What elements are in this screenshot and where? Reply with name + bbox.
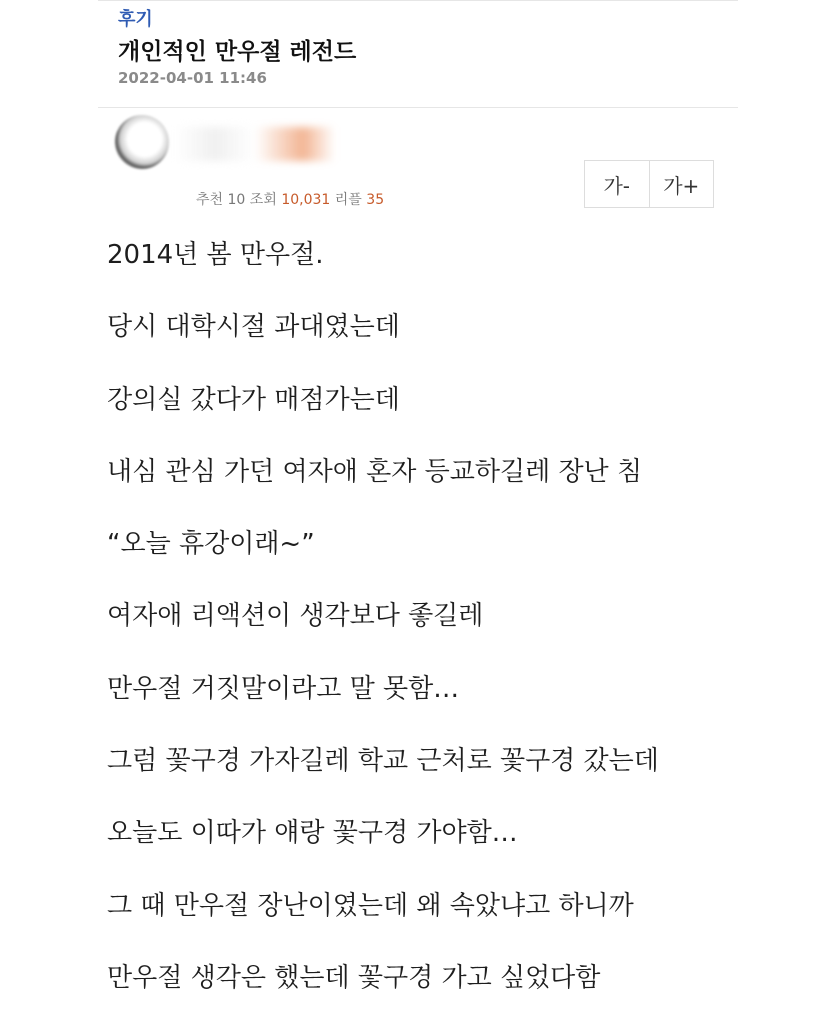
- replies-label: 리플: [334, 192, 362, 208]
- body-line: 2014년 봄 만우절.: [107, 240, 324, 270]
- post-stats: [196, 189, 384, 209]
- post-body: [107, 236, 807, 1031]
- post-header: [98, 0, 738, 108]
- body-line: 그럼 꽃구경 가자길레 학교 근처로 꽃구경 갔는데: [107, 746, 659, 777]
- post-datetime: 2022-04-01 11:46: [118, 69, 267, 87]
- body-line: 그 때 만우절 장난이였는데 왜 속았냐고 하니까: [107, 890, 634, 921]
- views-count: 10,031: [281, 192, 331, 208]
- views-label: 조회: [249, 192, 277, 208]
- body-line: 만우절 생각은 했는데 꽃구경 가고 싶었다함: [107, 962, 601, 993]
- body-line: 오늘도 이따가 얘랑 꽃구경 가야함…: [107, 818, 518, 849]
- replies-count: 35: [366, 192, 385, 208]
- body-line: 강의실 갔다가 매점가는데: [107, 384, 400, 415]
- category-link[interactable]: 후기: [118, 9, 153, 30]
- font-increase-button[interactable]: 가+: [649, 161, 714, 207]
- body-line: 내심 관심 가던 여자애 혼자 등교하길레 장난 침: [107, 456, 643, 487]
- author-nickname-blurred: [175, 127, 335, 161]
- body-line: 여자애 리액션이 생각보다 좋길레: [107, 601, 484, 632]
- body-line: “오늘 휴강이래~”: [107, 529, 315, 560]
- recommend-count: 10: [227, 192, 246, 208]
- avatar: [115, 115, 169, 169]
- post-title: 개인적인 만우절 레전드: [118, 39, 357, 65]
- author-info-blurred: [115, 115, 345, 175]
- font-size-controls: [584, 160, 714, 208]
- recommend-label: 추천: [196, 192, 224, 208]
- body-line: 당시 대학시절 과대였는데: [107, 312, 400, 343]
- body-line: 만우절 거짓말이라고 말 못함…: [107, 673, 460, 704]
- font-decrease-button[interactable]: 가-: [603, 173, 631, 198]
